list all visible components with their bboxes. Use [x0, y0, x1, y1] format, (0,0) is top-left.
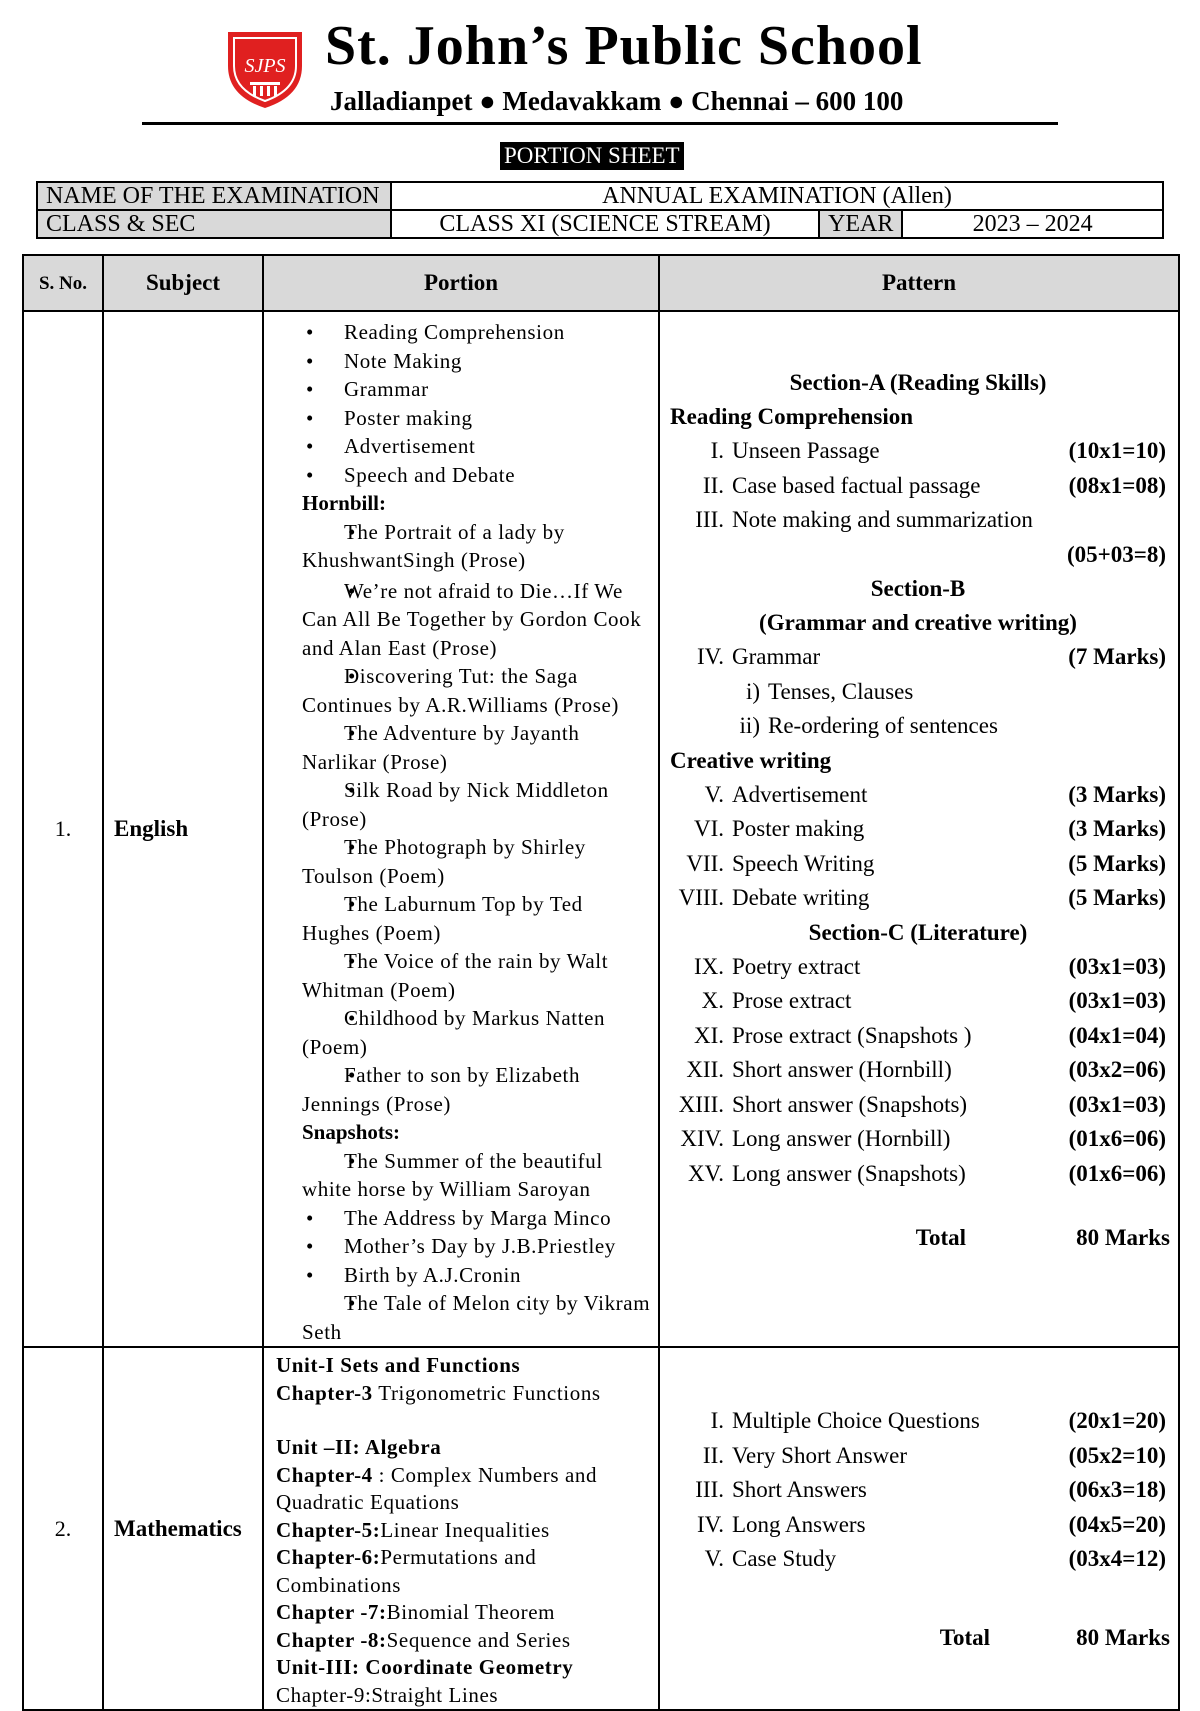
pattern-row — [670, 469, 1166, 504]
header-divider — [142, 122, 1058, 125]
hornbill-heading: Hornbill: — [302, 491, 387, 515]
pattern-label: Long answer (Hornbill) — [732, 1126, 951, 1151]
pattern-marks: (10x1=10) — [1068, 438, 1166, 463]
pattern-marks: (7 Marks) — [1068, 644, 1166, 669]
school-name: St. John’s Public School — [325, 15, 923, 77]
maths-sno: 2. — [23, 1347, 103, 1710]
list-item: • Poster making — [302, 404, 654, 433]
list-item: • Speech and Debate — [302, 461, 654, 490]
exam-name-label: NAME OF THE EXAMINATION — [37, 182, 391, 210]
maths-portion-line — [276, 1544, 654, 1599]
pattern-num: XIV. — [680, 1126, 724, 1151]
maths-portion-spacer — [276, 1407, 654, 1434]
english-subject: English — [103, 311, 263, 1347]
list-item: • Silk Road by Nick Middleton (Prose) — [302, 776, 654, 833]
pattern-label: Poster making — [732, 816, 865, 841]
pattern-num: VI. — [693, 816, 724, 841]
header-pattern: Pattern — [659, 255, 1179, 311]
maths-portion-text: : Complex Numbers and Quadratic Equations — [276, 1462, 598, 1514]
list-item: • Note Making — [302, 347, 654, 376]
maths-portion-line — [276, 1380, 654, 1408]
pattern-label: Case Study — [732, 1546, 837, 1571]
header-sno: S. No. — [23, 255, 103, 311]
pattern-marks: (05x2=10) — [1068, 1442, 1166, 1468]
english-portion-items — [302, 318, 654, 489]
pattern-label: Tenses, Clauses — [768, 678, 914, 704]
table-row-maths — [23, 1347, 1179, 1710]
pattern-row — [670, 778, 1166, 813]
maths-portion-line — [276, 1517, 654, 1545]
pattern-row — [670, 538, 1166, 573]
list-item: • The Tale of Melon city by Vikram Seth — [302, 1289, 654, 1346]
list-item: • The Laburnum Top by Ted Hughes (Poem) — [302, 890, 654, 947]
pattern-num: IX. — [693, 953, 724, 979]
total-label: Total — [939, 1624, 991, 1650]
list-item: • Mother’s Day by J.B.Priestley — [302, 1232, 654, 1261]
pattern-label: Advertisement — [732, 781, 868, 807]
pattern-label: Speech Writing — [732, 850, 875, 876]
pattern-label: Short answer (Snapshots) — [732, 1091, 968, 1117]
section-b-subheading: (Grammar and creative writing) — [759, 610, 1077, 635]
pattern-row — [670, 1088, 1166, 1123]
maths-subject: Mathematics — [103, 1347, 263, 1710]
pattern-num: II. — [702, 1442, 724, 1468]
pattern-row — [670, 847, 1166, 882]
maths-portion — [263, 1347, 659, 1710]
pattern-num: XII. — [686, 1057, 724, 1082]
pattern-label: Re-ordering of sentences — [768, 713, 998, 738]
pattern-row — [670, 950, 1166, 985]
maths-portion-line — [276, 1627, 654, 1655]
pattern-num: IV. — [696, 1511, 724, 1537]
english-total — [670, 1225, 1170, 1251]
pattern-label: Unseen Passage — [732, 438, 880, 463]
pattern-row — [670, 812, 1166, 847]
pattern-row — [670, 1019, 1166, 1054]
pattern-num: IV. — [696, 644, 724, 669]
class-value: CLASS XI (SCIENCE STREAM) — [391, 210, 819, 238]
year-value: 2023 – 2024 — [902, 210, 1163, 238]
pattern-row — [670, 1508, 1166, 1543]
maths-portion-bold: Unit –II: Algebra — [276, 1435, 442, 1459]
english-portion — [263, 311, 659, 1347]
maths-portion-line — [276, 1462, 654, 1517]
list-item: • The Photograph by Shirley Toulson (Poem) — [302, 833, 654, 890]
pattern-marks: (03x2=06) — [1068, 1057, 1166, 1082]
total-value: 80 Marks — [1076, 1624, 1170, 1650]
maths-pattern — [659, 1347, 1179, 1710]
pattern-row — [670, 1053, 1166, 1088]
pattern-row — [670, 984, 1166, 1019]
maths-portion-line — [276, 1352, 654, 1380]
pattern-marks: (3 Marks) — [1068, 781, 1166, 807]
pattern-label: Poetry extract — [732, 953, 861, 979]
pattern-marks: (03x1=03) — [1068, 988, 1166, 1013]
exam-name-row — [37, 182, 1163, 210]
header-portion: Portion — [263, 255, 659, 311]
maths-portion-bold: Unit-III: Coordinate Geometry — [276, 1655, 574, 1679]
list-item: • Advertisement — [302, 432, 654, 461]
table-header-row — [23, 255, 1179, 311]
pattern-num: X. — [701, 988, 724, 1013]
pattern-marks: (03x1=03) — [1068, 953, 1166, 979]
pattern-row — [670, 1404, 1166, 1439]
list-item: • Grammar — [302, 375, 654, 404]
portion-sheet-title: PORTION SHEET — [500, 142, 684, 170]
pattern-marks: (01x6=06) — [1068, 1126, 1166, 1151]
maths-portion-bold: Chapter-4 — [276, 1462, 373, 1487]
pattern-marks: (04x1=04) — [1068, 1022, 1166, 1048]
maths-portion-bold: Chapter-5: — [276, 1517, 381, 1542]
pattern-row — [670, 640, 1166, 675]
maths-portion-bold: Chapter -7: — [276, 1600, 387, 1624]
pattern-label: Short answer (Hornbill) — [732, 1057, 952, 1082]
maths-portion-text: Trigonometric Functions — [372, 1380, 601, 1405]
snapshots-heading: Snapshots: — [302, 1120, 401, 1144]
pattern-label: Short Answers — [732, 1477, 867, 1502]
maths-total — [670, 1624, 1170, 1651]
pattern-num: III. — [695, 1477, 724, 1502]
portion-table — [22, 254, 1180, 1711]
maths-portion-line — [276, 1434, 654, 1462]
year-label: YEAR — [819, 210, 902, 238]
pattern-num: VII. — [686, 850, 724, 876]
maths-portion-bold: Unit-I Sets and Functions — [276, 1353, 521, 1377]
snapshot-items — [302, 1147, 654, 1347]
pattern-num: VIII. — [678, 885, 724, 910]
list-item: • The Voice of the rain by Walt Whitman (Poem) — [302, 947, 654, 1004]
pattern-num: I. — [710, 1408, 724, 1433]
pattern-row — [670, 881, 1166, 916]
maths-portion-line — [276, 1654, 654, 1682]
school-address: Jalladianpet ● Medavakkam ● Chennai – 600 100 — [330, 86, 904, 116]
pattern-num: XV. — [687, 1160, 724, 1186]
pattern-num: i) — [745, 678, 760, 704]
maths-portion-bold: Chapter -8: — [276, 1627, 387, 1652]
english-pattern — [659, 311, 1179, 1347]
maths-portion-text: Permutations and Combinations — [276, 1545, 537, 1597]
document-header — [0, 0, 1200, 140]
pattern-label: Debate writing — [732, 885, 870, 910]
english-sno: 1. — [23, 311, 103, 1347]
total-value: 80 Marks — [1076, 1225, 1170, 1250]
pattern-num: XI. — [693, 1022, 724, 1048]
pattern-label: Note making and summarization — [732, 507, 1033, 532]
pattern-marks: (01x6=06) — [1068, 1160, 1166, 1186]
list-item: • Childhood by Markus Natten (Poem) — [302, 1004, 654, 1061]
list-item: • The Adventure by Jayanth Narlikar (Prose) — [302, 719, 654, 776]
pattern-row — [670, 1122, 1166, 1157]
list-item: • The Address by Marga Minco — [302, 1204, 654, 1233]
maths-portion-text: Binomial Theorem — [386, 1600, 556, 1624]
section-a-heading: Section-A (Reading Skills) — [789, 370, 1047, 395]
pattern-label: Prose extract — [732, 988, 852, 1013]
pattern-row — [670, 675, 1166, 710]
pattern-label: Prose extract (Snapshots ) — [732, 1022, 972, 1048]
pattern-num: ii) — [739, 713, 760, 738]
creative-heading: Creative writing — [670, 747, 832, 773]
pattern-marks: (20x1=20) — [1068, 1408, 1166, 1433]
pattern-marks: (06x3=18) — [1068, 1477, 1166, 1502]
hornbill-items — [302, 518, 654, 1119]
section-b-heading: Section-B — [870, 576, 966, 601]
list-item: • The Summer of the beautiful white horse by William Saroyan — [302, 1147, 654, 1204]
pattern-marks: (03x4=12) — [1068, 1546, 1166, 1571]
pattern-row — [670, 1157, 1166, 1192]
total-label: Total — [915, 1225, 967, 1250]
pattern-row — [670, 1542, 1166, 1577]
table-row-english — [23, 311, 1179, 1347]
pattern-label: Multiple Choice Questions — [732, 1408, 980, 1433]
maths-portion-bold: Chapter-3 — [276, 1380, 373, 1405]
pattern-row — [670, 1439, 1166, 1474]
pattern-num: V. — [704, 1546, 724, 1571]
pattern-num: I. — [710, 438, 724, 463]
pattern-label: Case based factual passage — [732, 472, 981, 498]
exam-info-table — [36, 181, 1164, 239]
list-item: • Reading Comprehension — [302, 318, 654, 347]
maths-portion-text: Chapter-9:Straight Lines — [276, 1682, 499, 1707]
pattern-num: XIII. — [678, 1091, 724, 1117]
pattern-marks: (03x1=03) — [1068, 1091, 1166, 1117]
pattern-label: Long answer (Snapshots) — [732, 1160, 966, 1186]
pattern-marks: (05+03=8) — [1066, 541, 1166, 567]
list-item: • Discovering Tut: the Saga Continues by A.R.Williams (Prose) — [302, 662, 654, 719]
pattern-num: V. — [704, 781, 724, 807]
list-item: • We’re not afraid to Die…If We Can All Be Together by Gordon Cook and Alan East (Prose) — [302, 577, 654, 663]
header-subject: Subject — [103, 255, 263, 311]
maths-portion-line — [276, 1682, 654, 1710]
maths-portion-line — [276, 1599, 654, 1627]
exam-name-value: ANNUAL EXAMINATION (Allen) — [391, 182, 1163, 210]
pattern-label: Very Short Answer — [732, 1442, 908, 1468]
maths-portion-bold: Chapter-6: — [276, 1545, 381, 1569]
section-c-heading: Section-C (Literature) — [808, 919, 1028, 945]
maths-portion-text: Linear Inequalities — [380, 1517, 550, 1542]
pattern-num: III. — [695, 507, 724, 532]
pattern-label: Grammar — [732, 644, 821, 669]
pattern-label: Long Answers — [732, 1511, 866, 1537]
pattern-row — [670, 503, 1166, 538]
logo-monogram: SJPS — [244, 55, 286, 77]
pattern-row — [670, 709, 1166, 744]
pattern-row — [670, 1473, 1166, 1508]
pattern-row — [670, 434, 1166, 469]
maths-portion-text: Sequence and Series — [386, 1627, 571, 1652]
pattern-num: II. — [702, 472, 724, 498]
reading-heading: Reading Comprehension — [670, 404, 914, 429]
list-item: • The Portrait of a lady by KhushwantSingh (Prose) — [302, 518, 654, 575]
school-logo-icon — [220, 26, 310, 110]
class-label: CLASS & SEC — [37, 210, 391, 238]
pattern-marks: (08x1=08) — [1068, 472, 1166, 498]
pattern-marks: (04x5=20) — [1068, 1511, 1166, 1537]
pattern-marks: (3 Marks) — [1068, 816, 1166, 841]
list-item: • Birth by A.J.Cronin — [302, 1261, 654, 1290]
pattern-marks: (5 Marks) — [1068, 885, 1166, 910]
list-item: • Father to son by Elizabeth Jennings (Prose) — [302, 1061, 654, 1118]
pattern-marks: (5 Marks) — [1068, 850, 1166, 876]
class-row — [37, 210, 1163, 238]
